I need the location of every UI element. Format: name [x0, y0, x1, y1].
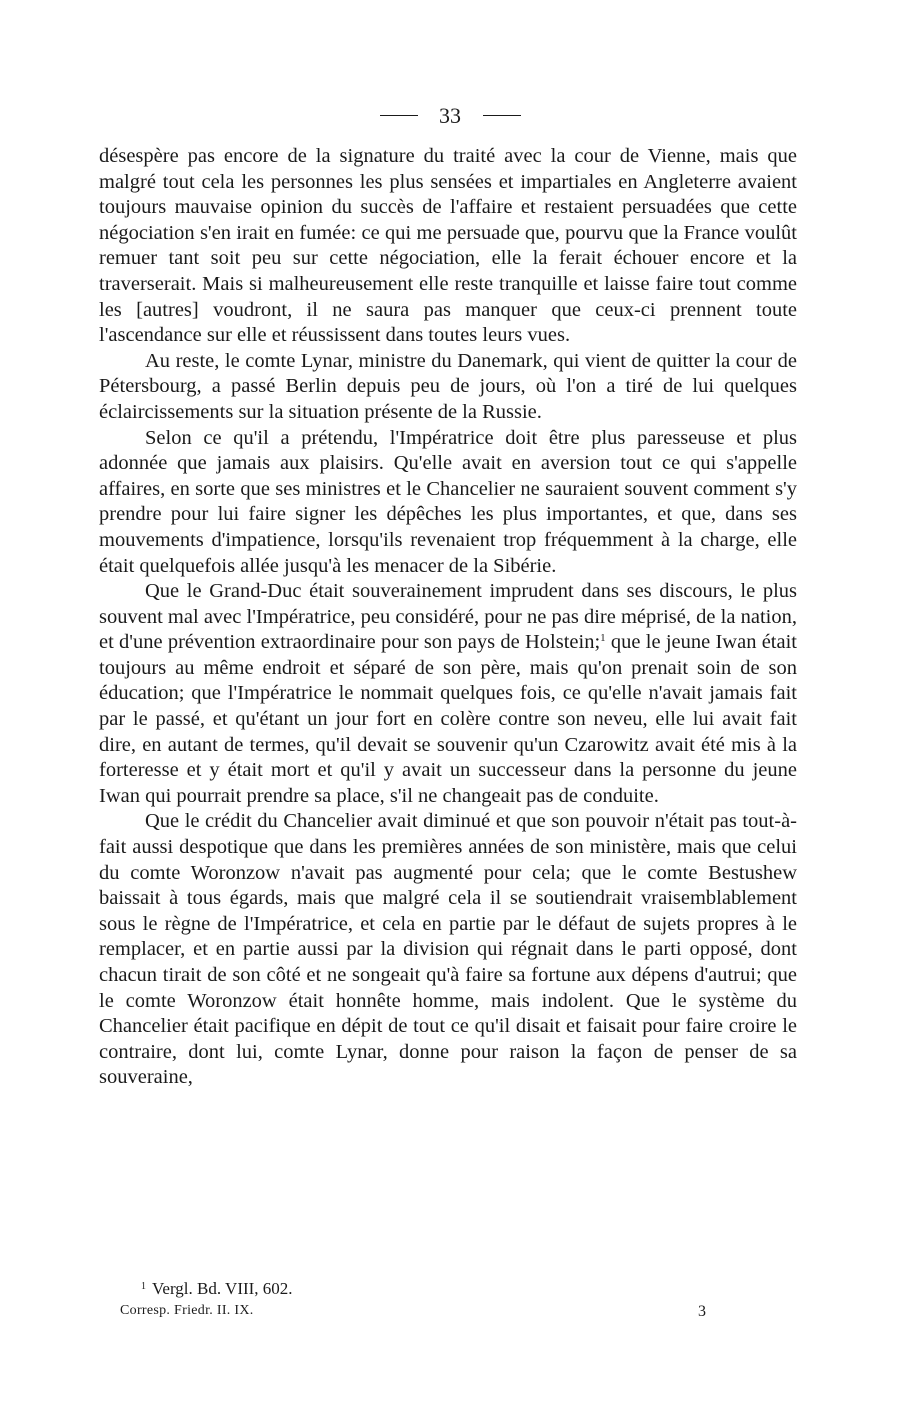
page-number: 33 [439, 102, 461, 128]
footnote [141, 1276, 293, 1300]
footnote-reference: 1 [600, 632, 606, 645]
paragraph-chancelier: Que le crédit du Chancelier avait diminué et que son pouvoir n'était pas tout-à-fait aussi despotique que dans les premières années de son ministère, mais que celui du comte Woronzow n'avait pas augmenté pour cela; que le comte Bestushew baissait à tous égards, mais que malgré cela il se soutiendrait vraisemblablement sous le règne de l'Impératrice, et cela en partie par le défaut de sujets propres à le remplacer, et en partie aussi par la division qui régnait dans le parti opposé, dont chacun tirait de son côté et ne songeait qu'à faire sa fortune aux dépens d'autrui; que le comte Woronzow était honnête homme, mais indolent. Que le système du Chancelier était pacifique en dépit de tout ce qu'il disait et faisait pour faire croire le contraire, dont lui, comte Lynar, donne pour raison la façon de penser de sa souveraine, [99, 810, 797, 1089]
footnote-text: Vergl. Bd. VIII, 602. [152, 1279, 293, 1298]
paragraph-grand-duc-part1: Que le Grand-Duc était souverainement imprudent dans ses discours, le plus souvent mal avec l'Impératrice, peu considéré, pour ne pas dire méprisé, de la nation, et d'une prévention extraordinaire pour son pays de Holstein; [99, 580, 797, 654]
footnote-mark: 1 [141, 1281, 146, 1292]
header-rule-left [380, 115, 418, 116]
header-rule-right [483, 115, 521, 116]
body-text [99, 144, 797, 1091]
sheet-number: 3 [698, 1303, 706, 1320]
paragraph-continuation: désespère pas encore de la signature du traité avec la cour de Vienne, mais que malgré tout cela les personnes les plus sensées et impartiales en Angleterre avaient toujours mauvaise opinion du succès de l'affaire et restaient persuadées que cette négociation s'en irait en fumée: ce qui me persuade que, pourvu que la France voulût remuer tant soit peu sur cette négociation, elle la ferait échouer encore et la traverserait. Mais si malheureusement elle reste tranquille et laisse faire tout comme les [autres] voudront, il ne saura pas manquer que ceux-ci prennent toute l'ascendance sur elle et réussissent dans toutes leurs vues. [99, 145, 797, 347]
paragraph-imperatrice: Selon ce qu'il a prétendu, l'Impératrice doit être plus paresseuse et plus adonnée que jamais aux plaisirs. Qu'elle avait en aversion tout ce qui s'appelle affaires, en sorte que ses ministres et le Chancelier ne sauraient souvent comment s'y prendre pour lui faire signer les dépêches les plus importantes, et que, dans ses mouvements d'impatience, lorsqu'ils revenaient trop fréquemment à la charge, elle était quelquefois allée jusqu'à les menacer de la Sibérie. [99, 426, 797, 577]
paragraph-grand-duc [99, 579, 797, 809]
page-header [0, 100, 900, 130]
paragraph-grand-duc-part2: que le jeune Iwan était toujours au même endroit et séparé de son père, mais qu'on prenait soin de son éducation; que l'Impératrice le nommait quelques fois, ce qu'elle n'avait jamais fait par le passé, et qu'étant un jour fort en colère contre son neveu, elle lui avait fait dire, en autant de termes, qu'il devait se souvenir qu'un Czarowitz avait été mis à la forteresse et y était mort et qu'il y avait un successeur dans la personne du jeune Iwan qui pourrait prendre sa place, s'il ne changeait pas de conduite. [99, 631, 797, 807]
paragraph-lynar: Au reste, le comte Lynar, ministre du Danemark, qui vient de quitter la cour de Pétersbourg, a passé Berlin depuis peu de jours, où l'on a tiré de lui quelques éclaircissements sur la situation présente de la Russie. [99, 349, 797, 423]
source-line: Corresp. Friedr. II. IX. [120, 1303, 254, 1318]
